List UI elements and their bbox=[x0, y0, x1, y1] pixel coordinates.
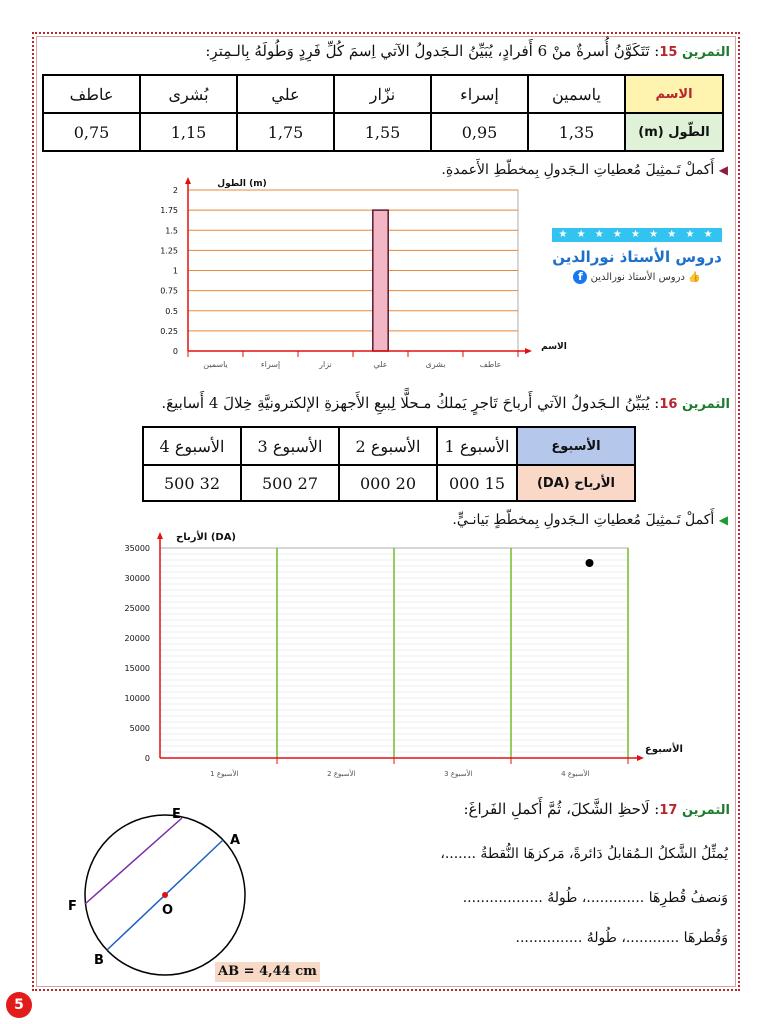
table-cell: 20 000 bbox=[339, 465, 437, 501]
y-tick-label: 15000 bbox=[124, 664, 150, 673]
table-cell: 1,55 bbox=[334, 113, 431, 151]
x-axis-label: الأسبوع bbox=[645, 744, 683, 755]
table-cell: الأسبوع 3 bbox=[241, 427, 339, 465]
y-tick-label: 25000 bbox=[124, 604, 150, 613]
x-tick-label: الأسبوع 3 bbox=[444, 770, 473, 778]
data-point bbox=[586, 559, 594, 567]
fill-line-1: يُمثِّلُ الشَّكلُ الـمُقابلُ دَائرةً، مَركزهَا النُّقطةُ .......، bbox=[440, 846, 728, 862]
chord-ef bbox=[85, 818, 182, 904]
x-tick-label: الأسبوع 2 bbox=[327, 770, 356, 778]
y-tick-label: 0 bbox=[172, 347, 178, 356]
x-tick-label: الأسبوع 4 bbox=[561, 770, 590, 778]
y-tick-label: 35000 bbox=[124, 544, 150, 553]
fill-line-3: وَقُطرهَا ............، طُولهُ ............... bbox=[515, 930, 728, 946]
table-cell: علي bbox=[237, 75, 334, 113]
y-tick-label: 0.75 bbox=[160, 286, 178, 296]
week-header: الأسبوع bbox=[517, 427, 635, 465]
x-axis-arrow bbox=[637, 755, 644, 761]
point-a-label: A bbox=[230, 833, 241, 848]
point-o-label: O bbox=[162, 903, 174, 918]
ab-length-box: AB = 4,44 cm bbox=[215, 962, 320, 982]
profits-table bbox=[142, 426, 636, 502]
bar-chart bbox=[130, 176, 570, 372]
y-tick-label: 30000 bbox=[124, 574, 150, 583]
x-tick-label: عاطف bbox=[479, 360, 502, 369]
x-tick-label: علي bbox=[373, 360, 388, 369]
facebook-line: 👍 دروس الأستاذ نورالدين f bbox=[552, 270, 722, 284]
thumbs-up-icon: 👍 bbox=[688, 272, 701, 283]
point-e-label: E bbox=[172, 807, 181, 822]
center-point bbox=[162, 892, 168, 898]
x-axis-label: الاسم bbox=[541, 342, 567, 352]
arrow-icon: ◀ bbox=[718, 513, 728, 527]
exercise-16-title: التمرين 16: يُبَيِّنُ الـجَدولُ الآتي أَرباحَ تَاجرٍ يَملكُ مـحلًّا لِبيعِ الأَجهزةِ الإلكترونيَّةِ خِلالَ 4 أَسابيعَ. bbox=[161, 394, 730, 412]
table-cell: نزّار bbox=[334, 75, 431, 113]
table-cell: 0,75 bbox=[43, 113, 140, 151]
table-cell: عاطف bbox=[43, 75, 140, 113]
point-f-label: F bbox=[68, 899, 77, 914]
exercise-16-instruction: ◀ أَكملْ تَـمثِيلَ مُعطياتِ الـجَدولِ بِمخطّطٍ بَيانـيٍّ. bbox=[452, 512, 728, 528]
table-cell: الأسبوع 1 bbox=[437, 427, 517, 465]
y-axis-label: الأرباح (DA) bbox=[175, 532, 237, 543]
y-tick-label: 1 bbox=[172, 266, 178, 276]
exercise-17-title: التمرين 17: لَاحظِ الشَّكلَ، ثُمَّ أَكملِ الفَراغَ: bbox=[463, 800, 730, 818]
page-number: 5 bbox=[6, 992, 32, 1018]
line-chart bbox=[100, 528, 686, 784]
table-cell: 1,35 bbox=[528, 113, 625, 151]
table-cell: 1,15 bbox=[140, 113, 237, 151]
y-tick-label: 10000 bbox=[124, 694, 150, 703]
y-axis-arrow bbox=[185, 177, 191, 184]
fill-line-2: وَنصفُ قُطرِهَا .............، طُولهُ .................. bbox=[462, 890, 728, 906]
exercise-15-instruction: ◀ أَكملْ تَـمثِيلَ مُعطياتِ الـجَدولِ بِمخطّطِ الأَعمدةِ. bbox=[441, 162, 728, 178]
table-cell: إسراء bbox=[431, 75, 528, 113]
bar bbox=[373, 210, 388, 351]
y-axis-label: الطول (m) bbox=[217, 179, 267, 189]
y-tick-label: 1.5 bbox=[165, 226, 178, 236]
arrow-icon: ◀ bbox=[718, 163, 728, 177]
y-tick-label: 0.25 bbox=[160, 326, 178, 336]
x-tick-label: ياسمين bbox=[203, 360, 228, 369]
stars-banner: ★ ★ ★ ★ ★ ★ ★ ★ ★ bbox=[552, 228, 722, 242]
exercise-15-title: التمرين 15: تَتَكَوَّنُ أُسرةٌ منْ 6 أَفرادٍ، يُبَيِّنُ الـجَدولُ الآتي اِسمَ كُلِّ فَرِدٍ وَطُولَهُ بِالـمِترِ: bbox=[205, 42, 730, 60]
table-cell: 27 500 bbox=[241, 465, 339, 501]
profit-header: الأرباح (DA) bbox=[517, 465, 635, 501]
table-cell: 0,95 bbox=[431, 113, 528, 151]
height-header: الطّول (m) bbox=[625, 113, 723, 151]
table-cell: الأسبوع 2 bbox=[339, 427, 437, 465]
y-axis-arrow bbox=[157, 532, 163, 539]
y-tick-label: 1.25 bbox=[160, 246, 178, 256]
y-tick-label: 0.5 bbox=[165, 306, 178, 316]
y-tick-label: 5000 bbox=[129, 724, 150, 733]
table-cell: 32 500 bbox=[143, 465, 241, 501]
table-cell: بُشرى bbox=[140, 75, 237, 113]
y-tick-label: 0 bbox=[144, 754, 150, 763]
facebook-icon: f bbox=[573, 270, 587, 284]
exercise-label: التمرين 15 bbox=[659, 45, 730, 60]
table-cell: الأسبوع 4 bbox=[143, 427, 241, 465]
y-tick-label: 2 bbox=[172, 186, 178, 195]
circle-figure bbox=[60, 800, 260, 980]
exercise-label: التمرين 16 bbox=[659, 397, 730, 412]
x-tick-label: الأسبوع 1 bbox=[210, 770, 239, 778]
exercise-label: التمرين 17 bbox=[659, 803, 730, 818]
x-tick-label: نزار bbox=[319, 360, 332, 369]
point-b-label: B bbox=[94, 953, 104, 968]
y-tick-label: 1.75 bbox=[160, 206, 178, 216]
table-cell: ياسمين bbox=[528, 75, 625, 113]
logo-name: دروس الأستاذ نورالدين bbox=[552, 248, 722, 266]
x-tick-label: إسراء bbox=[260, 360, 281, 369]
name-header: الاسم bbox=[625, 75, 723, 113]
x-tick-label: بشرى bbox=[425, 360, 446, 369]
heights-table bbox=[42, 74, 724, 152]
y-tick-label: 20000 bbox=[124, 634, 150, 643]
x-axis-arrow bbox=[525, 348, 532, 354]
teacher-logo bbox=[552, 228, 722, 300]
table-cell: 1,75 bbox=[237, 113, 334, 151]
table-cell: 15 000 bbox=[437, 465, 517, 501]
